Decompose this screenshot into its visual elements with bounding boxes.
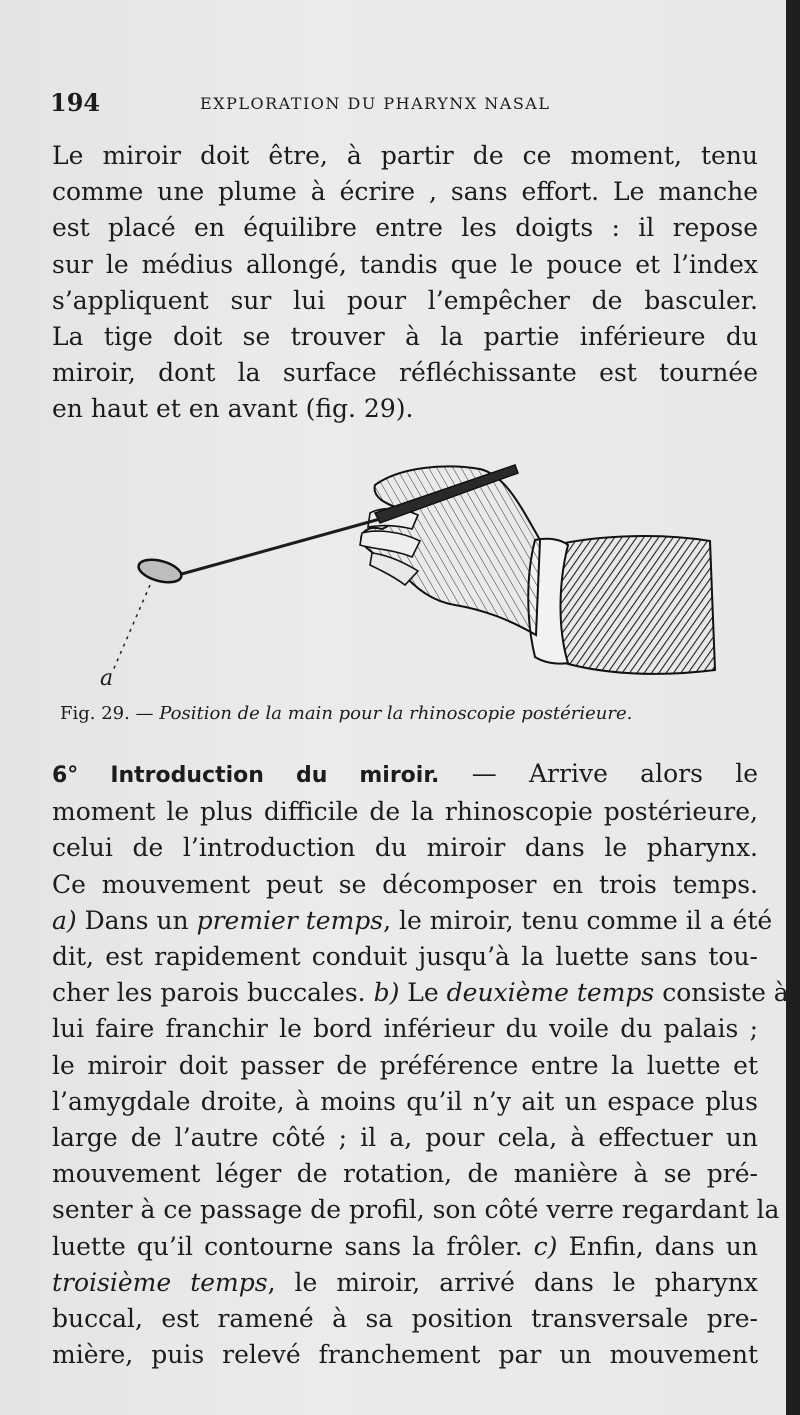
page-number: 194 xyxy=(50,88,101,117)
sleeve-shape xyxy=(548,536,716,674)
text-line: le miroir doit passer de préférence entre la luette et xyxy=(52,1050,758,1080)
mirror-stem xyxy=(178,519,380,575)
text-line: miroir, dont la surface réfléchissante est tournée xyxy=(52,358,758,388)
text-line: troisième temps, le miroir, arrivé dans le pharynx xyxy=(52,1267,758,1297)
text-line: 6° Introduction du miroir. — Arrive alors le xyxy=(52,759,758,788)
text-line: en haut et en avant (fig. 29). xyxy=(52,394,414,424)
section-heading: 6° Introduction du miroir. xyxy=(52,763,440,788)
text-line: celui de l’introduction du miroir dans le pharynx. xyxy=(52,833,758,863)
text-line: comme une plume à écrire , sans effort. Le manche xyxy=(52,177,758,207)
text-line: cher les parois buccales. b) Le deuxième temps consiste à xyxy=(52,978,789,1008)
text-line: senter à ce passage de profil, son côté verre regardant la xyxy=(52,1195,780,1225)
figure-29-illustration xyxy=(100,445,720,695)
text-line: buccal, est ramené à sa position transversale pre- xyxy=(52,1304,758,1334)
hand-holding-mirror-illustration xyxy=(100,445,720,695)
pointer-dotted-line xyxy=(112,585,150,673)
text-line: sur le médius allongé, tandis que le pouce et l’index xyxy=(52,249,758,279)
text-line: s’appliquent sur lui pour l’empêcher de basculer. xyxy=(52,285,758,315)
text-line: est placé en équilibre entre les doigts : il repose xyxy=(52,213,758,243)
text-line: lui faire franchir le bord inférieur du voile du palais ; xyxy=(52,1014,758,1044)
text-line: moment le plus difficile de la rhinoscopie postérieure, xyxy=(52,797,758,827)
text-line: mouvement léger de rotation, de manière à se pré- xyxy=(52,1159,758,1189)
text-line: l’amygdale droite, à moins qu’il n’y ait un espace plus xyxy=(52,1086,758,1116)
text-line: luette qu’il contourne sans la frôler. c) Enfin, dans un xyxy=(52,1231,758,1261)
figure-caption xyxy=(60,703,760,724)
mirror-disc xyxy=(136,556,184,587)
paragraph-mirror-holding xyxy=(52,138,758,428)
text-line: Ce mouvement peut se décomposer en trois temps. xyxy=(52,869,758,899)
text-line: dit, est rapidement conduit jusqu’à la luette sans tou- xyxy=(52,942,758,972)
figure-caption-text: Position de la main pour la rhinoscopie postérieure. xyxy=(159,703,633,724)
figure-label-a: a xyxy=(100,666,114,691)
figure-caption-label: Fig. 29. — xyxy=(60,703,154,724)
text-line: large de l’autre côté ; il a, pour cela, à effectuer un xyxy=(52,1123,758,1153)
text-line: La tige doit se trouver à la partie inférieure du xyxy=(52,322,758,352)
page-edge-shadow xyxy=(786,0,800,1415)
paragraph-mirror-introduction xyxy=(52,756,789,1373)
text-line: mière, puis relevé franchement par un mouvement xyxy=(52,1340,758,1370)
text-line: Le miroir doit être, à partir de ce moment, tenu xyxy=(52,141,758,170)
text-line: a) Dans un premier temps, le miroir, tenu comme il a été xyxy=(52,905,773,935)
running-title: EXPLORATION DU PHARYNX NASAL xyxy=(200,94,551,113)
page-header xyxy=(50,88,755,118)
